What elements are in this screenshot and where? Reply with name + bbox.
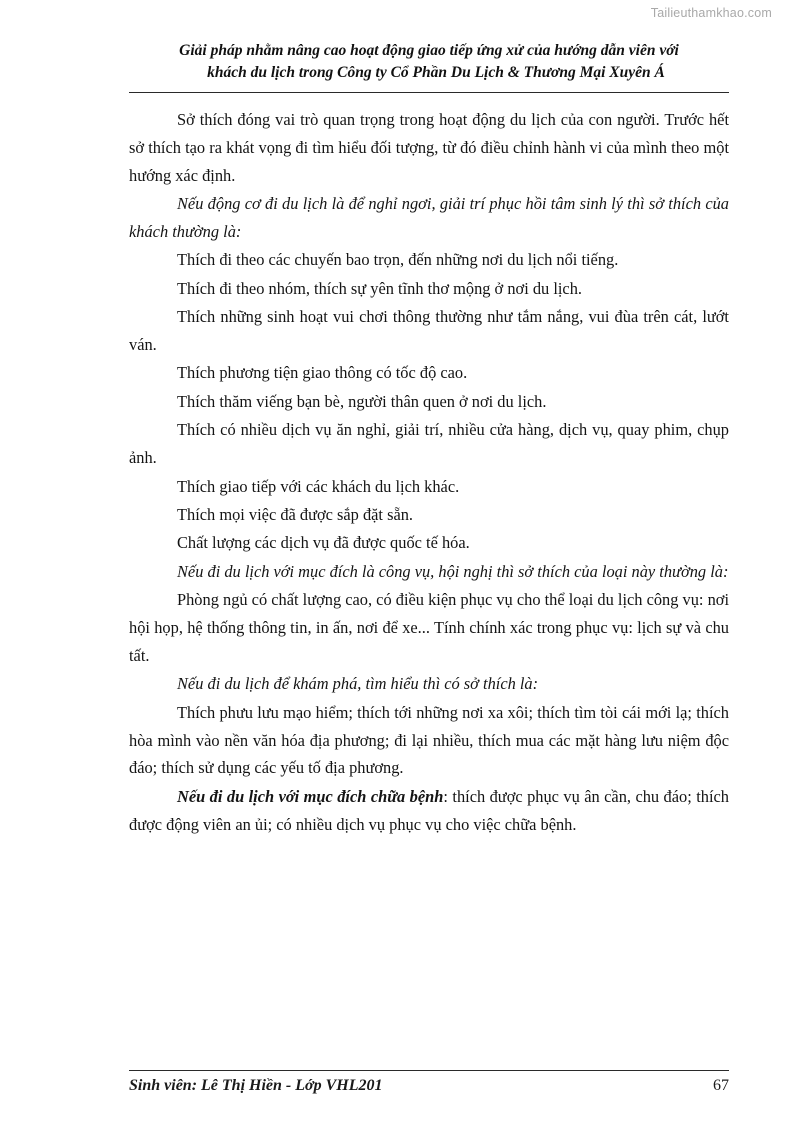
paragraph-7: Thích thăm viếng bạn bè, người thân quen ở nơi du lịch.: [177, 391, 547, 411]
paragraph-16-lead: Nếu đi du lịch với mục đích chữa bệnh: [177, 786, 444, 806]
page-footer: [129, 1070, 729, 1095]
paragraph-3: Thích đi theo các chuyến bao trọn, đến những nơi du lịch nổi tiếng.: [177, 250, 619, 270]
paragraph-16-rest: : thích được phục vụ ân cần, chu đáo; thích được động viên an ủi; có nhiều dịch vụ phục vụ cho việc chữa bệnh.: [129, 786, 729, 834]
header-divider: [129, 92, 729, 93]
paragraph-9: Thích giao tiếp với các khách du lịch khác.: [177, 476, 460, 496]
paragraph-10: Thích mọi việc đã được sắp đặt sẵn.: [177, 504, 414, 524]
paragraph-1: Sở thích đóng vai trò quan trọng trong hoạt động du lịch của con người. Trước hết sở thích tạo ra khát vọng đi tìm hiểu đối tượng, từ đó điều chỉnh hành vi của mình theo một hướng xác định.: [129, 109, 729, 185]
footer-author: Sinh viên: Lê Thị Hiền - Lớp VHL201: [129, 1077, 383, 1094]
running-header: [129, 40, 729, 85]
page-number: 67: [713, 1077, 729, 1094]
page-content: [129, 40, 729, 839]
paragraph-4: Thích đi theo nhóm, thích sự yên tĩnh thơ mộng ở nơi du lịch.: [177, 278, 583, 298]
paragraph-16: [129, 783, 729, 839]
paragraph-8: Thích có nhiều dịch vụ ăn nghỉ, giải trí, nhiều cửa hàng, dịch vụ, quay phim, chụp ảnh.: [129, 420, 729, 468]
paragraph-11: Chất lượng các dịch vụ đã được quốc tế hóa.: [177, 533, 470, 553]
body-text: [129, 106, 729, 839]
paragraph-12: Nếu đi du lịch với mục đích là công vụ, hội nghị thì sở thích của loại này thường là:: [177, 561, 729, 581]
paragraph-2: Nếu động cơ đi du lịch là để nghỉ ngơi, giải trí phục hồi tâm sinh lý thì sở thích của khách thường là:: [129, 194, 729, 241]
paragraph-5: Thích những sinh hoạt vui chơi thông thường như tắm nắng, vui đùa trên cát, lướt ván.: [129, 307, 729, 355]
watermark-text: Tailieuthamkhao.com: [650, 6, 772, 20]
paragraph-6: Thích phương tiện giao thông có tốc độ cao.: [177, 363, 468, 383]
paragraph-13: Phòng ngủ có chất lượng cao, có điều kiện phục vụ cho thể loại du lịch công vụ: nơi hội họp, hệ thống thông tin, in ấn, nơi để xe... Tính chính xác trong phục vụ: lịch sự và chu tất.: [129, 590, 729, 665]
paragraph-14: Nếu đi du lịch để khám phá, tìm hiểu thì có sở thích là:: [177, 674, 539, 694]
paragraph-15: Thích phưu lưu mạo hiểm; thích tới những nơi xa xôi; thích tìm tòi cái mới lạ; thích hòa mình vào nền văn hóa địa phương; đi lại nhiều, thích mua các mặt hàng lưu niệm độc đáo; thích sử dụng các yếu tố địa phương.: [129, 702, 729, 778]
header-line-2: khách du lịch trong Công ty Cổ Phần Du Lịch & Thương Mại Xuyên Á: [207, 64, 665, 82]
footer-divider: [129, 1070, 729, 1071]
header-line-1: Giải pháp nhằm nâng cao hoạt động giao tiếp ứng xử của hướng dẫn viên với: [179, 42, 679, 59]
